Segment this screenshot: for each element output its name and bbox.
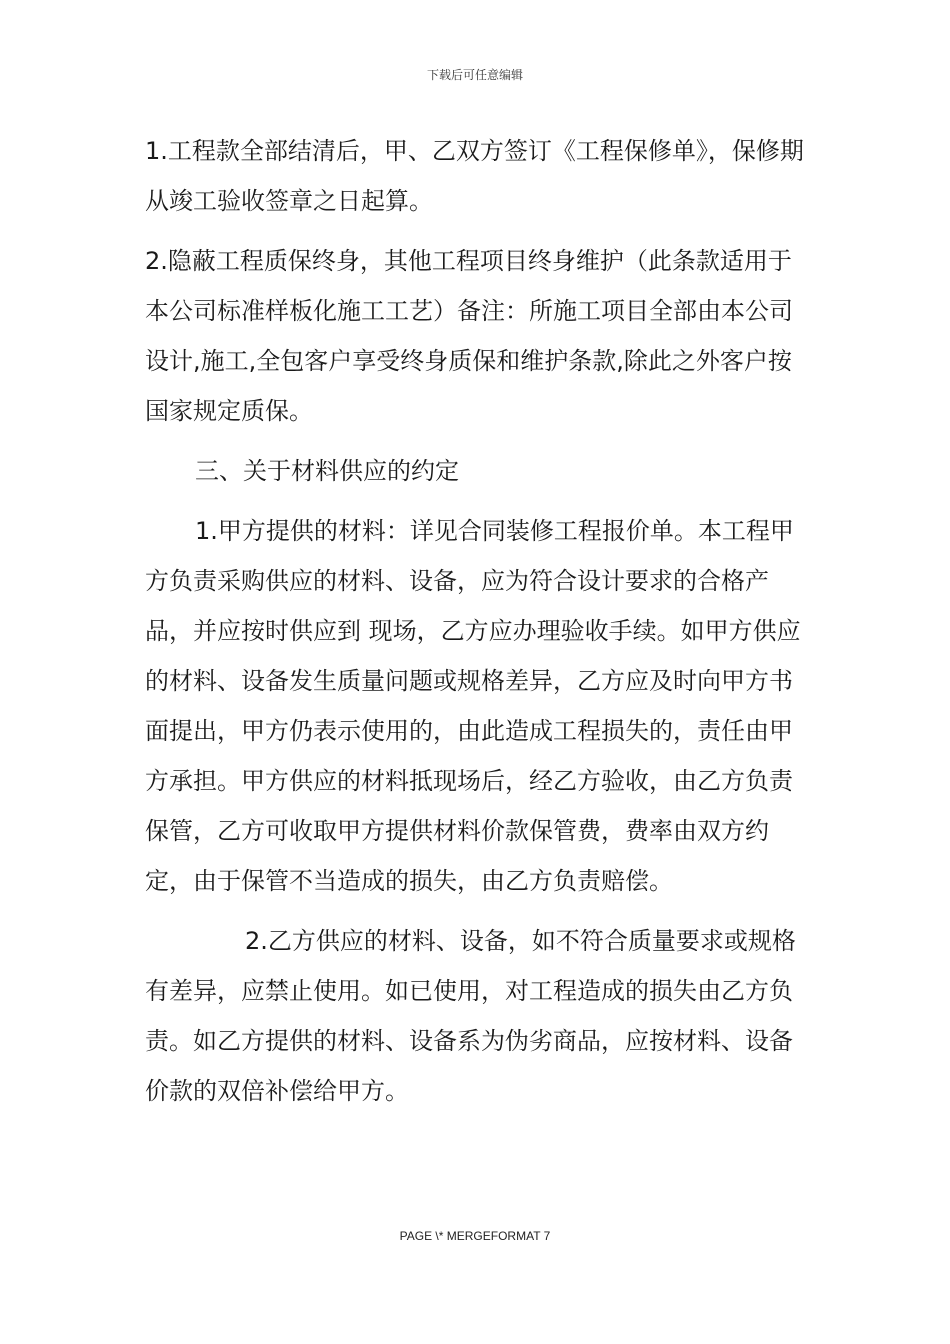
paragraph-warranty-period: 1.工程款全部结清后，甲、乙双方签订《工程保修单》，保修期从竣工验收签章之日起算。 <box>145 137 804 215</box>
paragraph-party-a-materials: 1.甲方提供的材料：详见合同装修工程报价单。本工程甲方负责采购供应的材料、设备，应为符合设计要求的合格产品，并应按时供应到 现场，乙方应办理验收手续。如甲方供应的材料、设备发生质量问题或规格差异，乙方应及时向甲方书面提出，甲方仍表示使用的，由此造成工程损失的，责任由甲 方承担。甲方供应的材料抵现场后，经乙方验收，由乙方负责保管，乙方可收取甲方提供材料价款保管费，费率由双方约定，由于保管不当造成的损失，由乙方负责赔偿。 <box>145 517 801 895</box>
paragraph-hidden-works-warranty: 2.隐蔽工程质保终身，其他工程项目终身维护（此条款适用于本公司标准样板化施工工艺）备注：所施工项目全部由本公司设计,施工,全包客户享受终身质保和维护条款,除此之外客户按国家规定质保。 <box>145 247 793 425</box>
page-header: 下载后可任意编辑 <box>426 68 523 82</box>
paragraph-party-b-materials: 2.乙方供应的材料、设备，如不符合质量要求或规格有差异，应禁止使用。如已使用，对工程造成的损失由乙方负责。如乙方提供的材料、设备系为伪劣商品，应按材料、设备价款的双倍补偿给甲方。 <box>145 927 796 1105</box>
section-heading-material-supply: 三、关于材料供应的约定 <box>195 457 459 485</box>
document-body <box>145 126 809 1126</box>
page-footer: PAGE \* MERGEFORMAT 7 <box>399 1229 551 1243</box>
